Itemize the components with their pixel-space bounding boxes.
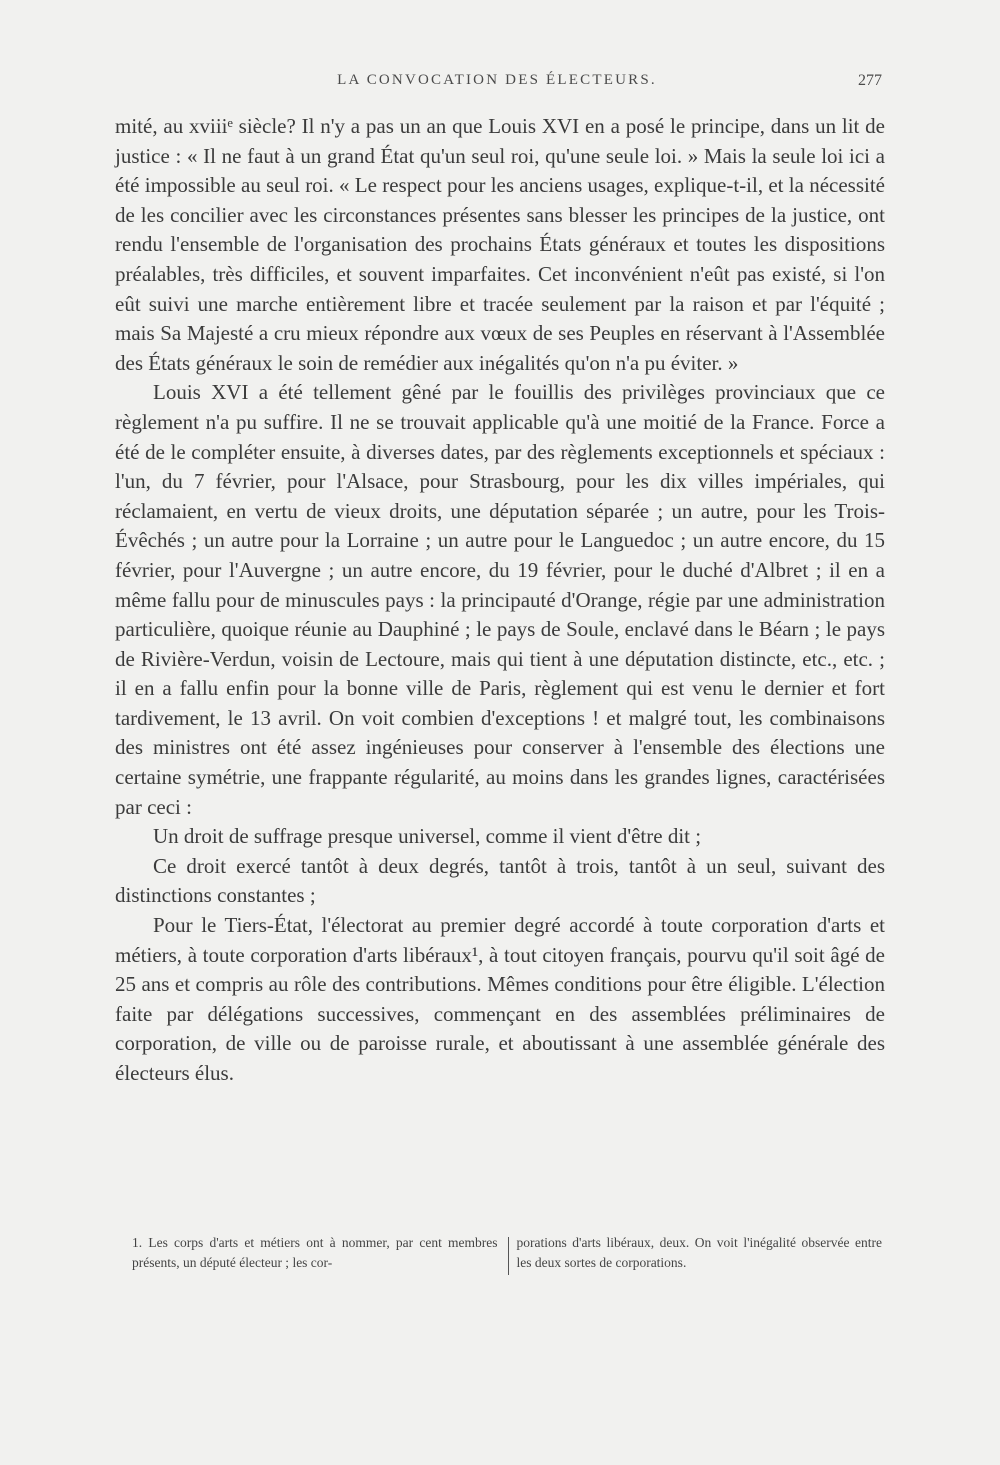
footnotes (132, 1233, 882, 1277)
paragraph-1: mité, au xviiiᵉ siècle? Il n'y a pas un an que Louis XVI en a posé le principe, dans un lit de justice : « Il ne faut à un grand État qu'un seul roi, qu'une seule loi. » Mais la seule loi ici a été impossible au seul roi. « Le respect pour les anciens usages, explique-t-il, et la nécessité de les concilier avec les circonstances présentes sans blesser les principes de la justice, ont rendu l'ensemble de l'organisation des prochains États généraux et toutes les dispositions préalables, très difficiles, et souvent imparfaites. Cet inconvénient n'eût pas existé, si l'on eût suivi une marche entièrement libre et tracée seulement par la raison et par l'équité ; mais Sa Majesté a cru mieux répondre aux vœux de ses Peuples en réservant à l'Assemblée des États généraux le soin de remédier aux inégalités qu'on n'a pu éviter. » (115, 114, 885, 375)
footnote-left-column: 1. Les corps d'arts et métiers ont à nommer, par cent membres présents, un député électeur ; les cor- (132, 1235, 498, 1270)
footnote-right-column: porations d'arts libéraux, deux. On voit l'inégalité observée entre les deux sortes de corporations. (516, 1235, 882, 1270)
footnote-divider (508, 1237, 509, 1275)
body-text (115, 112, 885, 1089)
paragraph-5: Pour le Tiers-État, l'électorat au premier degré accordé à toute corporation d'arts et métiers, à toute corporation d'arts libéraux¹, à tout citoyen français, pourvu qu'il soit âgé de 25 ans et compris au rôle des contributions. Mêmes conditions pour être éligible. L'élection faite par délégations successives, commençant en des assemblées préliminaires de corporation, de ville ou de paroisse rurale, et aboutissant à une assemblée générale des électeurs élus. (115, 913, 885, 1085)
paragraph-4: Ce droit exercé tantôt à deux degrés, tantôt à trois, tantôt à un seul, suivant des distinctions constantes ; (115, 853, 885, 908)
running-title: LA CONVOCATION DES ÉLECTEURS. (337, 72, 657, 88)
paragraph-2: Louis XVI a été tellement gêné par le fouillis des privilèges provinciaux que ce règlement n'a pu suffire. Il ne se trouvait applicable qu'à une moitié de la France. Force a été de le compléter ensuite, à diverses dates, par des règlements exceptionnels et spéciaux : l'un, du 7 février, pour l'Alsace, pour Strasbourg, pour les dix villes impériales, qui réclamaient, en vertu de vieux droits, une députation séparée ; un autre, pour les Trois-Évêchés ; un autre pour la Lorraine ; un autre pour le Languedoc ; un autre encore, du 15 février, pour l'Auvergne ; un autre encore, du 19 février, pour le duché d'Albret ; il en a même fallu pour de minuscules pays : la principauté d'Orange, régie par une administration particulière, quoique réunie au Dauphiné ; le pays de Soule, enclavé dans le Béarn ; le pays de Rivière-Verdun, voisin de Lectoure, mais qui tient à une députation distincte, etc., etc. ; il en a fallu enfin pour la bonne ville de Paris, règlement qui est venu le dernier et fort tardivement, le 13 avril. On voit combien d'exceptions ! et malgré tout, les combinaisons des ministres ont été assez ingénieuses pour conserver à l'ensemble des élections une certaine symétrie, une frappante régularité, au moins dans les grandes lignes, caractérisées par ceci : (115, 380, 885, 819)
page-number: 277 (858, 72, 882, 89)
paragraph-3: Un droit de suffrage presque universel, comme il vient d'être dit ; (153, 824, 702, 849)
running-head (112, 72, 882, 102)
